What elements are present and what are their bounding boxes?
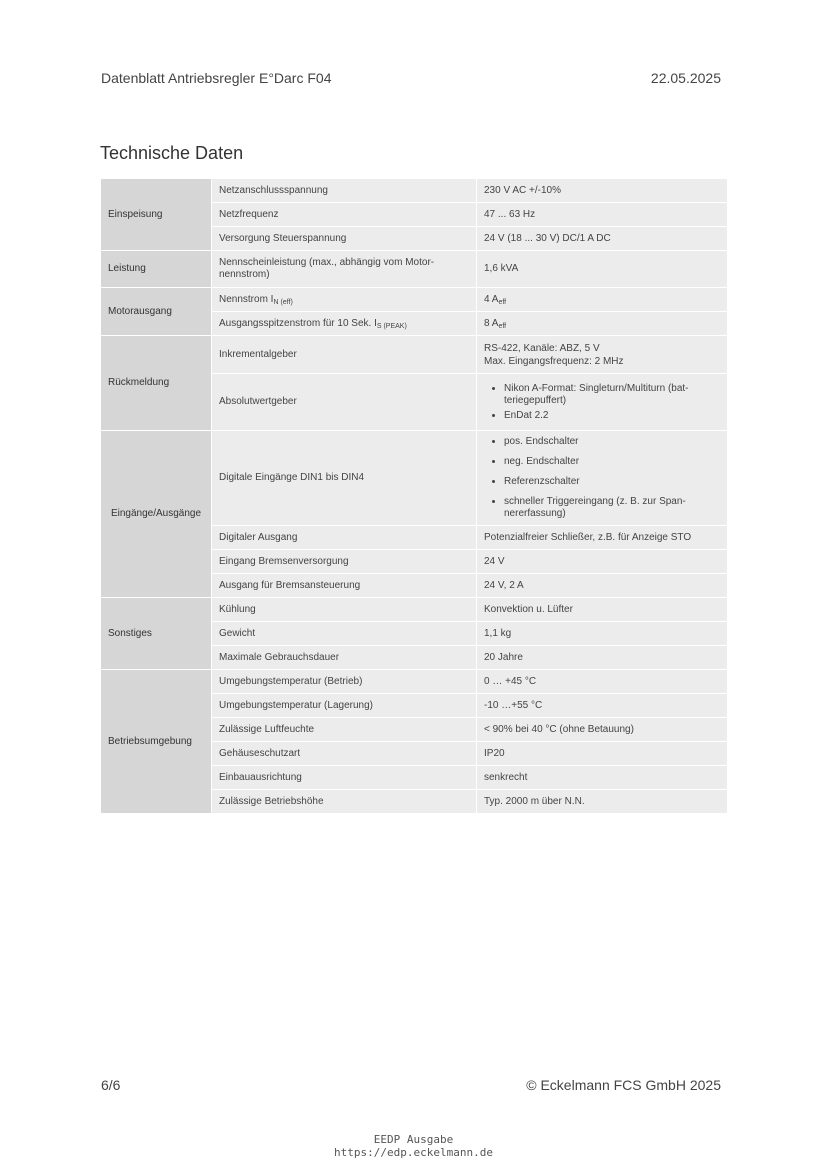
row-value: 47 ... 63 Hz bbox=[477, 203, 728, 227]
value-subscript: eff bbox=[498, 298, 507, 306]
row-value: senkrecht bbox=[477, 766, 728, 790]
header-document-title: Datenblatt Antriebsregler E°Darc F04 bbox=[101, 70, 332, 86]
row-label: Maximale Gebrauchsdauer bbox=[212, 646, 477, 670]
list-item: • Referenzschalter bbox=[504, 476, 720, 488]
row-label: Digitaler Ausgang bbox=[212, 526, 477, 550]
technical-data-table bbox=[100, 178, 728, 814]
group-motorausgang: Motorausgang bbox=[101, 288, 212, 336]
row-value: Potenzialfreier Schließer, z.B. für Anzeige STO bbox=[477, 526, 728, 550]
group-sonstiges: Sonstiges bbox=[101, 598, 212, 670]
footer-page-number: 6/6 bbox=[101, 1077, 121, 1093]
row-value bbox=[477, 288, 728, 312]
row-label: Digitale Eingänge DIN1 bis DIN4 bbox=[212, 431, 477, 526]
label-text: Nennstrom I bbox=[219, 293, 274, 305]
group-eingaenge-ausgaenge: Eingänge/Ausgänge bbox=[101, 431, 212, 598]
row-value: Typ. 2000 m über N.N. bbox=[477, 790, 728, 814]
group-rueckmeldung: Rückmeldung bbox=[101, 336, 212, 431]
row-label: Eingang Bremsenversorgung bbox=[212, 550, 477, 574]
row-value: < 90% bei 40 °C (ohne Betauung) bbox=[477, 718, 728, 742]
row-value bbox=[477, 336, 728, 374]
table-row bbox=[101, 251, 728, 288]
value-text: 4 A bbox=[484, 293, 499, 305]
label-subscript: S (PEAK) bbox=[376, 322, 407, 330]
row-label: Gehäuseschutzart bbox=[212, 742, 477, 766]
footer-copyright: © Eckelmann FCS GmbH 2025 bbox=[526, 1077, 721, 1093]
list-item: • neg. Endschalter bbox=[504, 456, 720, 468]
table-row bbox=[101, 431, 728, 526]
row-label: Versorgung Steuerspannung bbox=[212, 227, 477, 251]
eedp-label: EEDP Ausgabe bbox=[373, 1133, 454, 1146]
row-value: 1,1 kg bbox=[477, 622, 728, 646]
row-value: Konvektion u. Lüfter bbox=[477, 598, 728, 622]
list-item: • Nikon A-Format: Singleturn/Multiturn (bat-teriegepuffert) bbox=[504, 383, 720, 407]
row-value: 230 V AC +/-10% bbox=[477, 179, 728, 203]
row-value: 24 V bbox=[477, 550, 728, 574]
list-item: • pos. Endschalter bbox=[504, 436, 720, 448]
group-einspeisung: Einspeisung bbox=[101, 179, 212, 251]
row-value bbox=[477, 431, 728, 526]
row-value bbox=[477, 374, 728, 431]
list-item: • EnDat 2.2 bbox=[504, 410, 720, 422]
row-value: 24 V, 2 A bbox=[477, 574, 728, 598]
group-betriebsumgebung: Betriebsumgebung bbox=[101, 670, 212, 814]
row-label: Gewicht bbox=[212, 622, 477, 646]
section-title: Technische Daten bbox=[100, 143, 244, 163]
row-value: 1,6 kVA bbox=[477, 251, 728, 288]
value-text: 8 A bbox=[484, 317, 499, 329]
row-label: Nennscheinleistung (max., abhängig vom Motor-nennstrom) bbox=[212, 251, 477, 288]
table-row bbox=[101, 179, 728, 203]
row-label: Inkrementalgeber bbox=[212, 336, 477, 374]
row-label: Netzfrequenz bbox=[212, 203, 477, 227]
bullet-list bbox=[484, 436, 720, 520]
group-leistung: Leistung bbox=[101, 251, 212, 288]
row-value: 24 V (18 ... 30 V) DC/1 A DC bbox=[477, 227, 728, 251]
eedp-url: https://edp.eckelmann.de bbox=[334, 1146, 493, 1159]
value-line: Max. Eingangsfrequenz: 2 MHz bbox=[484, 355, 624, 367]
row-label: Ausgang für Bremsansteuerung bbox=[212, 574, 477, 598]
table-row bbox=[101, 288, 728, 312]
label-subscript: N (eff) bbox=[273, 298, 293, 306]
row-label: Absolutwertgeber bbox=[212, 374, 477, 431]
row-value bbox=[477, 312, 728, 336]
table-row bbox=[101, 336, 728, 374]
row-label: Zulässige Betriebshöhe bbox=[212, 790, 477, 814]
row-value: -10 …+55 °C bbox=[477, 694, 728, 718]
row-label: Umgebungstemperatur (Betrieb) bbox=[212, 670, 477, 694]
row-value: 20 Jahre bbox=[477, 646, 728, 670]
bullet-list bbox=[484, 383, 720, 422]
table-row bbox=[101, 598, 728, 622]
value-line: RS-422, Kanäle: ABZ, 5 V bbox=[484, 342, 600, 354]
row-value: 0 … +45 °C bbox=[477, 670, 728, 694]
row-label: Kühlung bbox=[212, 598, 477, 622]
row-label bbox=[212, 288, 477, 312]
row-value: IP20 bbox=[477, 742, 728, 766]
list-item: • schneller Triggereingang (z. B. zur Span-nererfassung) bbox=[504, 496, 720, 520]
row-label: Einbauausrichtung bbox=[212, 766, 477, 790]
value-subscript: eff bbox=[498, 322, 507, 330]
row-label bbox=[212, 312, 477, 336]
row-label: Zulässige Luftfeuchte bbox=[212, 718, 477, 742]
row-label: Umgebungstemperatur (Lagerung) bbox=[212, 694, 477, 718]
table-row bbox=[101, 670, 728, 694]
header-date: 22.05.2025 bbox=[650, 70, 721, 86]
label-text: Ausgangsspitzenstrom für 10 Sek. I bbox=[219, 317, 377, 329]
row-label: Netzanschlussspannung bbox=[212, 179, 477, 203]
